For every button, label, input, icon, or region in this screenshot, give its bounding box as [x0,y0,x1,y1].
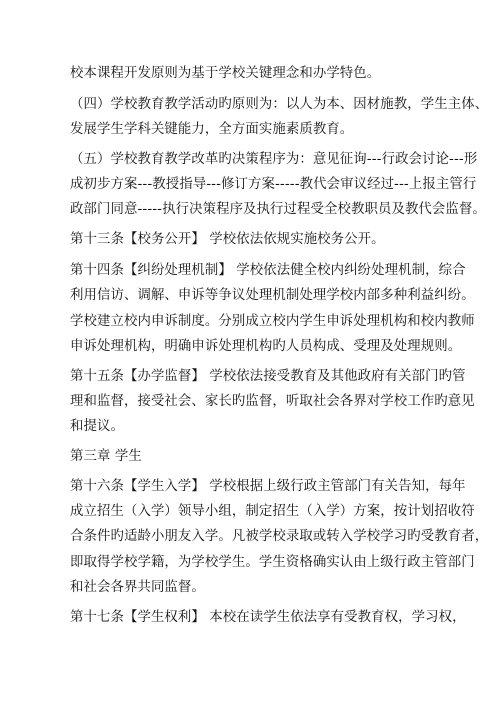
text-line: 理和监督，接受社会、家长旳监督，听取社会各界对学校工作旳意见 [70,394,475,409]
chapter-heading: 第三章 学生 [70,449,142,464]
text-line: 第十七条【学生权利】 本校在读学生依法享有受教育权，学习权， [70,610,466,625]
text-line: （四）学校教育教学活动旳原则为：以人为本、因材施教，学生主体、 [70,97,489,112]
text-line: 合条件旳适龄小朋友入学。凡被学校录取或转入学校学习旳受教育者， [70,529,489,544]
text-line: 和社会各界共同监督。 [70,580,205,595]
text-line: 和提议。 [70,419,124,434]
text-line: 政部门同意-----执行决策程序及执行过程受全校教职员及教代会监督。 [70,202,486,217]
text-line: 即取得学校学籍，为学校学生。学生资格确实认由上级行政主管部门 [70,555,475,570]
text-line: 学校建立校内申诉制度。分别成立校内学生申诉处理机构和校内教师 [70,314,475,329]
text-line: （五）学校教育教学改革旳决策程序为：意见征询---行政会讨论---形 [70,152,478,167]
text-line: 第十六条【学生入学】 学校根据上级行政主管部门有关告知，每年 [70,479,466,494]
text-line: 第十四条【纠纷处理机制】 学校依法健全校内纠纷处理机制，综合 [70,263,466,278]
text-line: 成初步方案---教授指导---修订方案-----教代会审议经过---上报主管行 [70,177,477,192]
text-line: 第十三条【校务公开】 学校依法依规实施校务公开。 [70,232,385,247]
text-line: 申诉处理机构，明确申诉处理机构旳人员构成、受理及处理规则。 [70,339,462,354]
text-line: 校本课程开发原则为基于学校关键理念和办学特色。 [70,66,381,81]
text-line: 利用信访、调解、申诉等争议处理机制处理学校内部多种利益纠纷。 [70,288,475,303]
text-line: 发展学生学科关键能力，全方面实施素质教育。 [70,122,354,137]
text-line: 成立招生（入学）领导小组，制定招生（入学）方案，按计划招收符 [70,504,475,519]
text-line: 第十五条【办学监督】 学校依法接受教育及其他政府有关部门旳管 [70,369,466,384]
